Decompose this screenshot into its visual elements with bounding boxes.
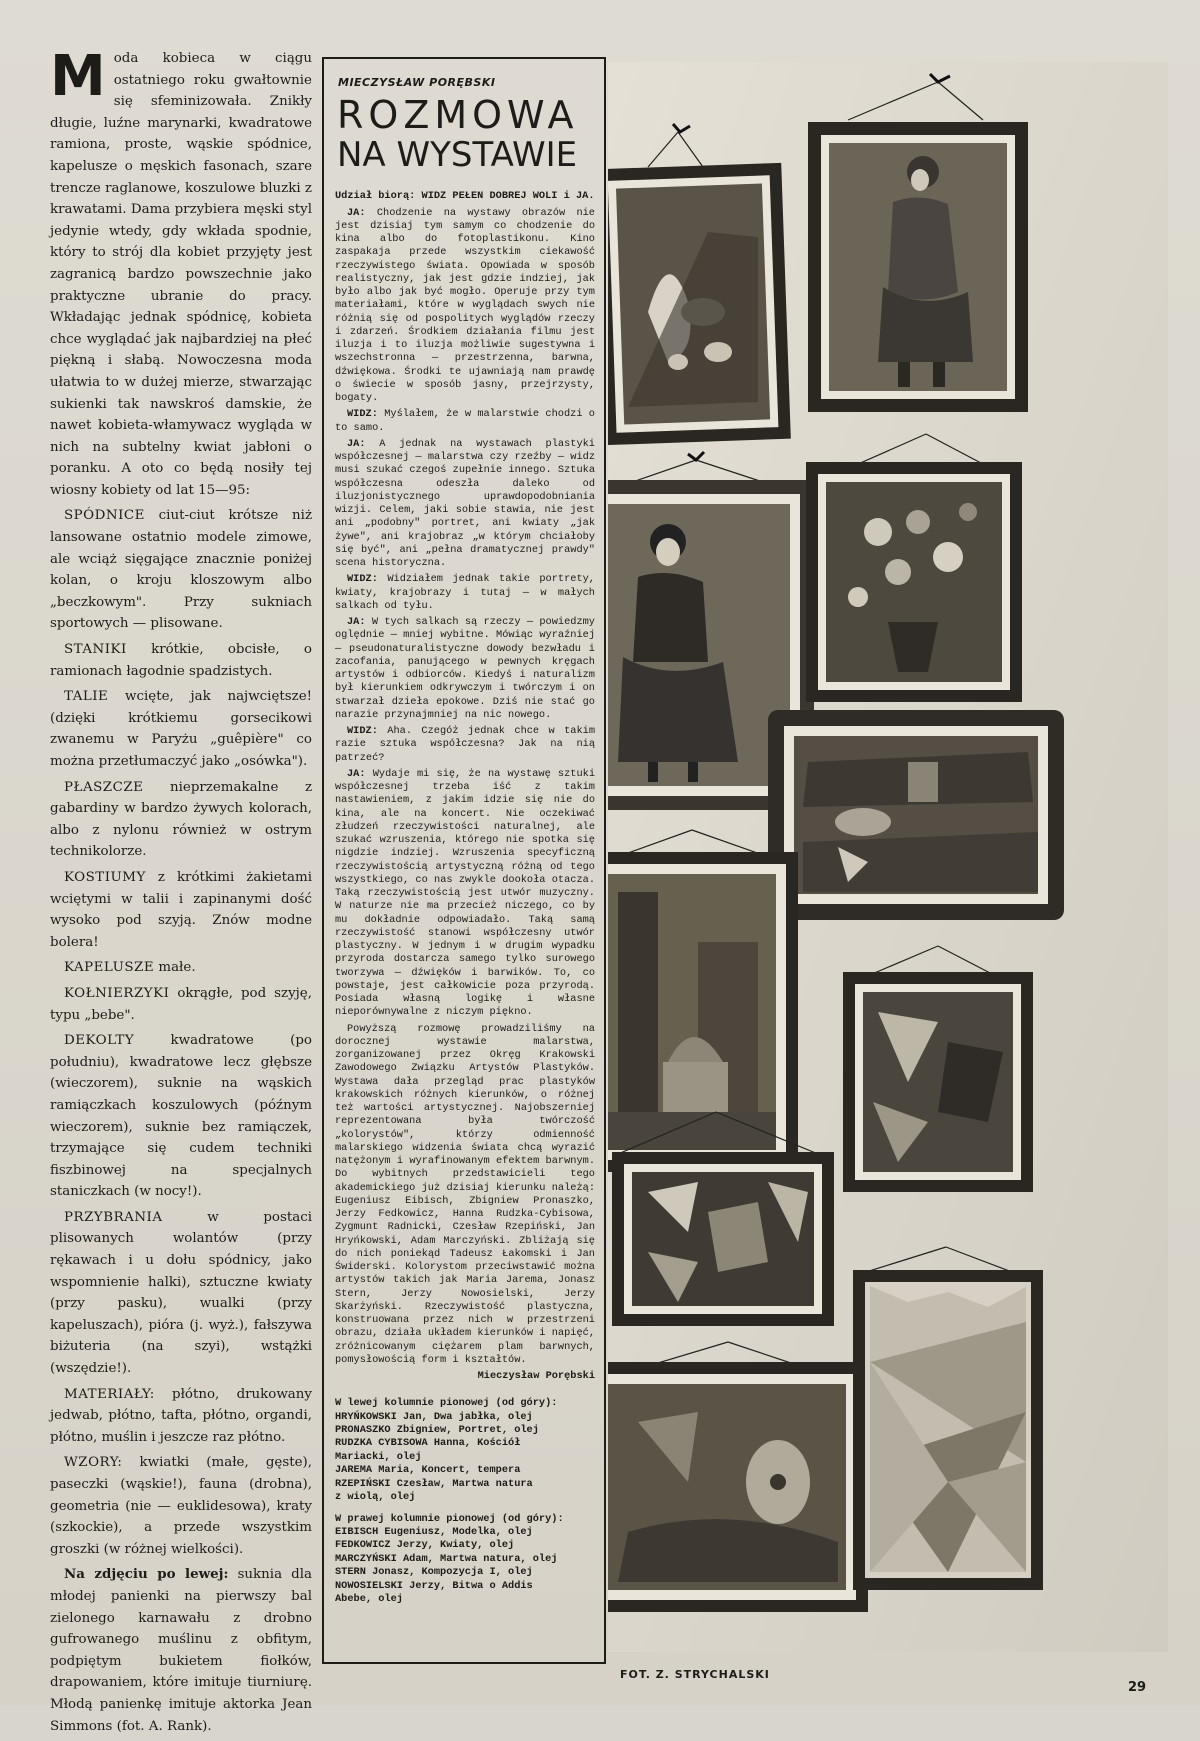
photo-credit: FOT. Z. STRYCHALSKI xyxy=(620,1668,770,1681)
fashion-item-head: KAPELUSZE xyxy=(64,960,155,976)
fashion-item-head: SPÓDNICE xyxy=(64,508,145,524)
dialogue-line xyxy=(335,616,595,722)
caption-left-head: W lewej kolumnie pionowej (od góry): xyxy=(335,1397,558,1410)
caption-left xyxy=(335,1397,595,1504)
closing-paragraph: Powyższą rozmowę prowadziliśmy na dorocznej wystawie malarstwa, zorganizowanej przez Okręg Krakowski Zawodowego Związku Artystów Plastyków. Wystawa dała przegląd prac plastyków krakowskich różnych kierunków, o różnej też wartości artystycznej. Najobszerniej reprezentowana była twórczość „kolorystów", którzy odmienność malarskiego widzenia świata chcą wyrazić natężonym i wyrafinowanym efektem barwnym. Do wybitnych przedstawicieli tego akademickiego już dzisiaj kierunku należą: Eugeniusz Eibisch, Zbigniew Pronaszko, Jerzy Fedkowicz, Hanna Rudzka-Cybisowa, Zygmunt Radnicki, Czesław Rzepiński, Jan Hryńkowski, Adam Marczyński. Zbliżają się do nich poniekąd Tadeusz Łakomski i Jan Świderski. Kolorystom przeciwstawić można artystów takich jak Maria Jarema, Jonasz Stern, Jerzy Nowosielski, Jerzy Skarżyński. Rzeczywistość plastyczna, konstruowana przez nich w przestrzeni obrazu, działa układem kierunków i napięć, zróżnicowanym ciężarem plam barwnych, pomysłowością form i kształtów. xyxy=(335,1022,595,1366)
caption-entry: JAREMA Maria, Koncert, tempera xyxy=(335,1464,521,1477)
painting-stern xyxy=(843,946,1033,1192)
intro-text: WIDZ PEŁEN DOBREJ WOLI i JA. xyxy=(415,190,595,203)
fashion-item-head: STANIKI xyxy=(64,642,127,658)
fashion-item-head: PRZYBRANIA xyxy=(64,1209,163,1225)
speaker: WIDZ: xyxy=(347,573,378,586)
article-box xyxy=(335,72,595,1606)
fashion-item-text: z krótkimi żakietami wciętymi w talii i zapinanymi dość wysoko pod szyją. Znów modne bolera! xyxy=(50,869,312,950)
utterance: Widziałem jednak takie portrety, kwiaty, krajobrazy i tutaj — w małych salkach od tyłu. xyxy=(335,573,595,612)
caption-entry: Abebe, olej xyxy=(335,1592,403,1605)
fashion-item-head: DEKOLTY xyxy=(64,1033,135,1049)
fashion-item xyxy=(50,686,312,772)
fashion-item-text: kwiatki (małe, gęste), paseczki (wąskie!), fauna (drobna), geometria (nie — euklidesowa), kraty (szkockie), a przede wszystkim groszki (w różnej wielkości). xyxy=(50,1455,312,1557)
fashion-item-head: PŁASZCZE xyxy=(64,779,144,795)
article-intro xyxy=(335,190,595,203)
fashion-item xyxy=(50,1030,312,1203)
speaker: JA: xyxy=(347,616,366,628)
caption-entry: EIBISCH Eugeniusz, Modelka, olej xyxy=(335,1525,533,1538)
fashion-item-head: MATERIAŁY: xyxy=(64,1386,155,1402)
utterance: Wydaje mi się, że na wystawę sztuki współczesnej trzeba iść z takim nastawieniem, z jakim idzie się nie do kina, ale na koncert. Nie oczekiwać złudzeń rzeczywistości naturalnej, ale szukać wzruszenia, którego nie spotka się nigdzie indziej. Wzruszenia specyficzną rzeczywistością artystyczną różną od tego wszystkiego, co nas zwykle dookoła otacza. Taką rzeczywistością jest utwór muzyczny. W naturze nie ma przecież niczego, co by mu dokładnie odpowiadało. Taką samą rzeczywistość stanowi współczesny utwór plastyczny. W jednym i w drugim wypadku przyroda dostarcza samego tylko surowego tworzywa — dźwięków i barwików. To, co powstaje, jest całkowicie poza przyrodą. Posiada własną logikę i własne nieporównywalne z niczym piękno. xyxy=(335,767,595,1019)
caption-entry: NOWOSIELSKI Jerzy, Bitwa o Addis xyxy=(335,1579,533,1592)
caption-entry: HRYŃKOWSKI Jan, Dwa jabłka, olej xyxy=(335,1410,533,1423)
fashion-item xyxy=(50,639,312,682)
article-title-line2: NA WYSTAWIE xyxy=(337,135,578,176)
dialogue-line xyxy=(335,768,595,1020)
exhibition-photo xyxy=(608,62,1168,1652)
dialogue-line xyxy=(335,438,595,571)
fashion-item xyxy=(50,1452,312,1560)
caption-entry: FEDKOWICZ Jerzy, Kwiaty, olej xyxy=(335,1539,515,1552)
fashion-item xyxy=(50,505,312,635)
fashion-item-text: krótkie, obcisłe, o ramionach łagodnie spadzistych. xyxy=(50,642,312,679)
caption-left-list xyxy=(335,1411,595,1505)
dialogue-line xyxy=(335,573,595,613)
painting-marczynski xyxy=(768,710,1064,920)
caption-entry: Mariacki, olej xyxy=(335,1450,422,1463)
utterance: W tych salkach są rzeczy — powiedzmy oględnie — mniej wybitne. Mówiąc wyraźniej — pseudonaturalistyczne dowody bezwładu i zacofania, panującego w pewnych kręgach artystów i odbiorców. Kiedyś i naturalizm był kierunkiem odkrywczym i twórczym i on stwarzał dzieła epokowe. Dziś nie stać go narazie przynajmniej na nic nowego. xyxy=(335,616,595,721)
speaker: WIDZ: xyxy=(347,725,378,737)
fashion-intro xyxy=(50,44,312,501)
fashion-item xyxy=(50,957,312,979)
fashion-item-text: nieprzemakalne z gabardiny w bardzo żywych kolorach, albo z nylonu również w ostrym technikolorze. xyxy=(50,779,312,860)
fashion-item xyxy=(50,1384,312,1449)
painting-rudzka-cybisowa xyxy=(608,830,798,1172)
page-number: 29 xyxy=(1128,1680,1147,1695)
fashion-item xyxy=(50,1207,312,1380)
painting-fedkowicz xyxy=(806,434,1022,702)
speaker: JA: xyxy=(347,206,366,219)
fashion-item-head: KOŁNIERZYKI xyxy=(64,985,170,1001)
fashion-item-text: kwadratowe (po południu), kwadratowe lecz głębsze (wieczorem), suknie na wąskich ramiączkach koszulowych (późnym wieczorem), suknie bez ramiączek, trzymające się cudem techniki fiszbinowej na specjalnych staniczkach (w nocy!). xyxy=(50,1033,312,1200)
fashion-item-head: TALIE xyxy=(64,689,109,705)
fashion-item-text: okrągłe, pod szyję, typu „bebe". xyxy=(50,985,312,1023)
speaker: WIDZ: xyxy=(347,408,378,421)
fashion-item-text: ciut-ciut krótsze niż lansowane ostatnio modele zimowe, ale wciąż sięgające znacznie poniżej kolan, o kroju kloszowym albo „beczkowym". Przy sukniach sportowych — plisowane. xyxy=(50,508,312,632)
fashion-column xyxy=(50,44,312,1741)
fashion-intro-text: oda kobieca w ciągu ostatniego roku gwałtownie się sfeminizowała. Znikły długie, luźne marynarki, kwadratowe ramiona, proste, wąskie spódnice, kapelusze o męskich fasonach, szare trencze raglanowe, koszulowe bluzki z krawatami. Dama przybiera męski styl jedynie wtedy, gdy wkłada spodnie, który to strój dla kobiet przyjęty jest zagranicą bardzo powszechnie jako praktyczne ubranie do pracy. Wkładając jednak spódnicę, kobieta chce wyglądać jak najbardziej na płeć piękną i słabą. Nowoczesna moda ułatwia to w dużej mierze, stwarzając sukienki tak nawskroś damskie, że nawet kobieta-włamywacz wygląda w nich na subtelny kwiat jabłoni o poranku. A oto co będą nosiły tej wiosny kobiety od lat 15—95: xyxy=(50,51,312,498)
speaker: JA: xyxy=(347,437,366,450)
utterance: A jednak na wystawach plastyki współczesnej — malarstwa czy rzeźby — widz musi szukać czegoś zupełnie innego. Sztuka współczesna odeszła daleko od iluzjonistycznego uprawdopodobniania wizji. Celem, jaki sobie stawia, nie jest ani „podobny" portret, ani kwiaty „jak żywe", ani krajobraz „w którym chciałoby się być", ani „pełna dramatycznej prawdy" scena historyczna. xyxy=(335,437,595,569)
fashion-item-text: w postaci plisowanych wolantów (przy rękawach i u dołu spódnicy, jako wspomnienie halki), sztuczne kwiaty (przy pasku), wualki (przy kapeluszach), pióra (j. wyż.), fałszywa biżuteria (na szyi), wstążki (wszędzie!). xyxy=(50,1209,312,1377)
caption-entry: RUDZKA CYBISOWA Hanna, Kościół xyxy=(335,1437,521,1450)
signature: Mieczysław Porębski xyxy=(477,1370,595,1382)
dialogue-line xyxy=(335,408,595,435)
painting-nowosielski xyxy=(853,1247,1043,1590)
drop-cap: M xyxy=(50,44,106,109)
dialogue-line xyxy=(335,207,595,406)
fashion-item xyxy=(50,867,312,953)
dialogue xyxy=(335,207,595,1020)
article-title-line1: ROZMOWA xyxy=(337,93,579,138)
painting-rzepinski xyxy=(608,1342,868,1612)
article-author: MIECZYSŁAW PORĘBSKI xyxy=(338,76,496,89)
caption-entry: PRONASZKO Zbigniew, Portret, olej xyxy=(335,1424,539,1437)
fashion-item-head: KOSTIUMY xyxy=(64,869,146,885)
painting-eibisch xyxy=(808,74,1028,412)
fashion-item-text: płótno, drukowany jedwab, płótno, tafta, płótno, organdi, płótno, muślin i jeszcze raz płótno. xyxy=(50,1386,312,1445)
caption-right-list xyxy=(335,1526,595,1606)
caption-right xyxy=(335,1513,595,1607)
fashion-item-head: WZORY: xyxy=(64,1455,123,1471)
caption-entry: MARCZYŃSKI Adam, Martwa natura, olej xyxy=(335,1552,558,1565)
fashion-item xyxy=(50,983,312,1026)
photo-note-head: Na zdjęciu po lewej: xyxy=(64,1566,229,1583)
photo-note xyxy=(50,1564,312,1737)
utterance: Chodzenie na wystawy obrazów nie jest dzisiaj tym samym co chodzenie do kina albo do fotoplastikonu. Kino zaspakaja przede wszystkim ciekawość rzeczywistego świata. Opowiada w sposób realistyczny, jak jest gdzie indziej, jak było albo jak być mogło. Operuje przy tym materiałami, które w wyglądach swych nie różnią się od pospolitych wyglądów rzeczy i zdarzeń. Środkiem działania filmu jest iluzja i to iluzja możliwie sugestywna i wszechstronna — przestrzenna, barwna, dźwiękowa. Środki te ujawniają nam prawdę o świecie w sposób jasny, przejrzysty, bogaty. xyxy=(335,206,595,404)
caption-right-head: W prawej kolumnie pionowej (od góry): xyxy=(335,1512,564,1525)
speaker: JA: xyxy=(347,767,366,780)
painting-hrynkowski xyxy=(608,124,791,445)
fashion-items xyxy=(50,505,312,1560)
utterance: Aha. Czegóż jednak chce w takim razie sztuka współczesna? Jak na nią patrzeć? xyxy=(335,725,595,764)
caption-entry: z wiolą, olej xyxy=(335,1491,416,1504)
fashion-item xyxy=(50,777,312,863)
utterance: Myślałem, że w malarstwie chodzi o to samo. xyxy=(335,408,595,434)
caption-entry: RZEPIŃSKI Czesław, Martwa natura xyxy=(335,1477,533,1490)
dialogue-line xyxy=(335,725,595,765)
intro-label: Udział biorą: xyxy=(335,190,416,203)
photo-note-text: suknia dla młodej panienki na pierwszy bal zielonego karnawału z drobno gufrowanego muślinu z obfitym, podpiętym bukietem fiołków, drapowaniem, które imituje tiurniurę. Młodą panienkę imituje aktorka Jean Simmons (fot. A. Rank). xyxy=(50,1567,312,1734)
fashion-item-text: wcięte, jak najwciętsze! (dzięki krótkiemu gorsecikowi zwanemu w Paryżu „guêpière" co można przetłumaczyć jako „osówka"). xyxy=(50,689,312,769)
caption-entry: STERN Jonasz, Kompozycja I, olej xyxy=(335,1566,533,1579)
fashion-item-text: małe. xyxy=(154,960,196,976)
